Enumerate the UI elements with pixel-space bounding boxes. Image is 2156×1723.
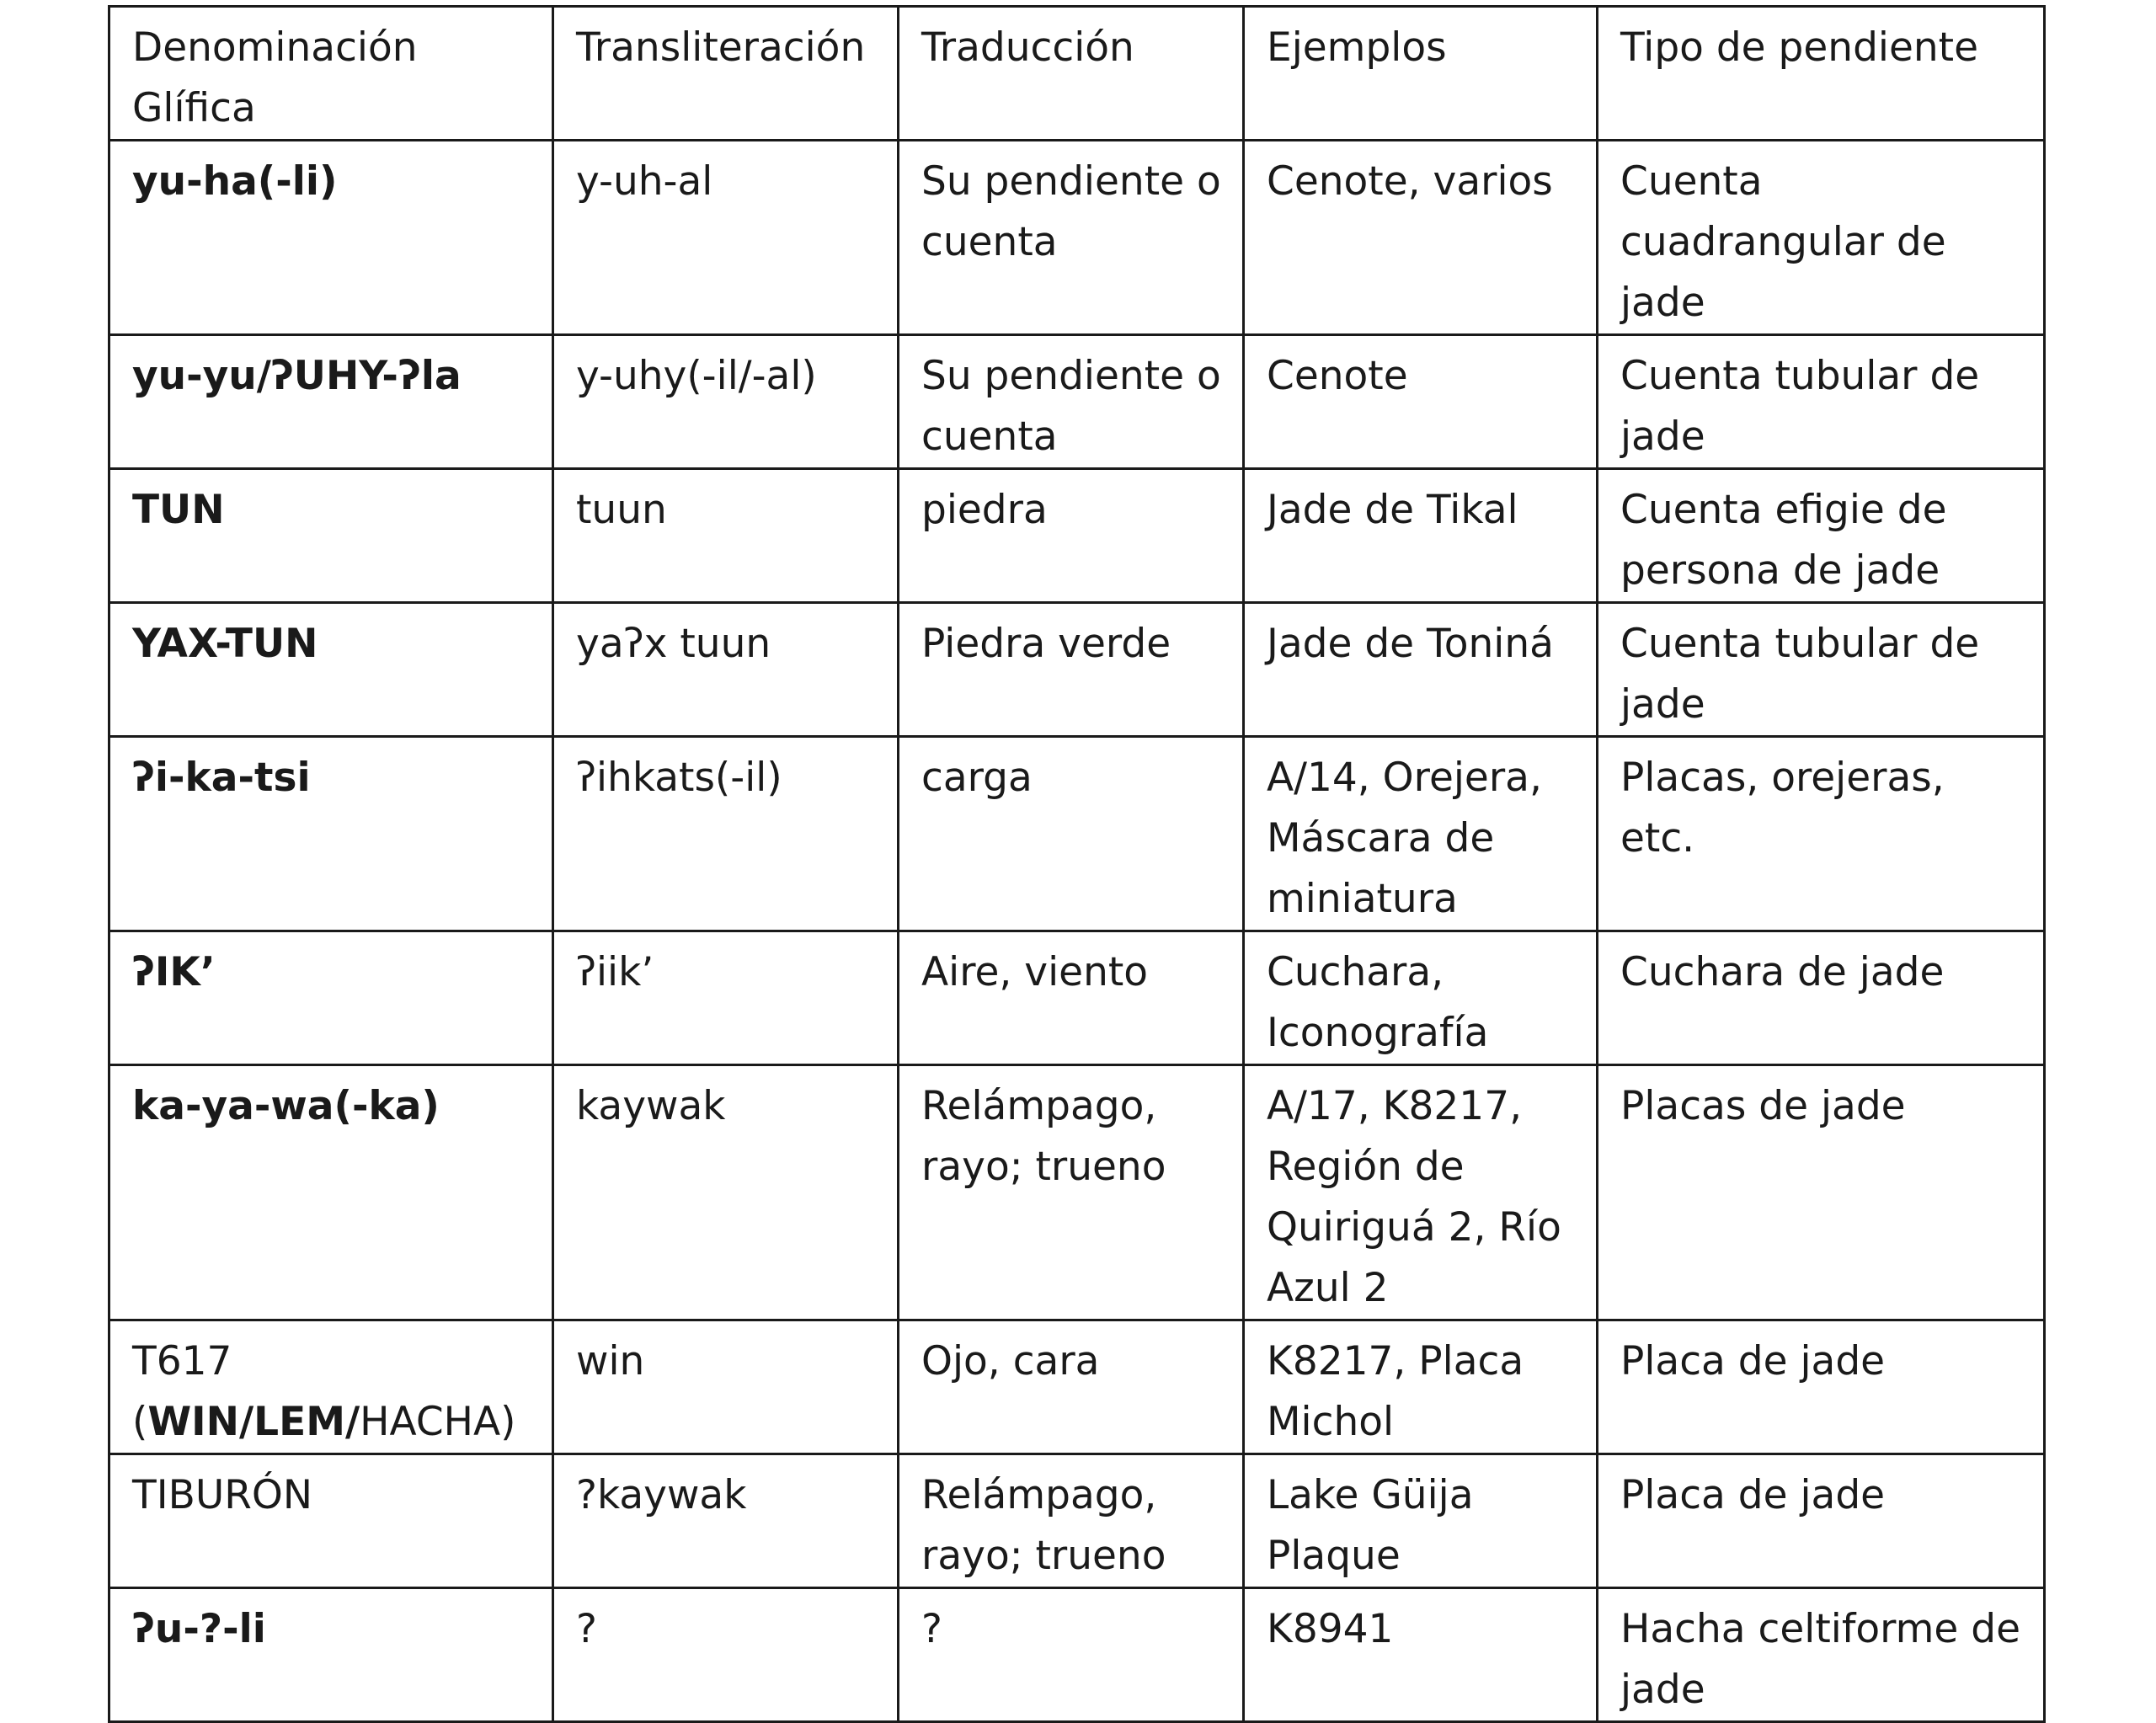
examples-cell: Cuchara, Iconografía xyxy=(1244,931,1598,1065)
header-cell-transliteration: Transliteración xyxy=(553,7,899,141)
examples-cell: Cenote xyxy=(1244,335,1598,469)
glyph-cell: ka-ya-wa(-ka) xyxy=(109,1065,553,1320)
translation-cell: Ojo, cara xyxy=(899,1320,1244,1454)
transliteration-cell: yaʔx tuun xyxy=(553,603,899,737)
pendant-type-cell: Cuenta cuadrangular de jade xyxy=(1598,141,2045,335)
translation-cell: Aire, viento xyxy=(899,931,1244,1065)
pendant-type-cell: Placas de jade xyxy=(1598,1065,2045,1320)
glyph-cell: TIBURÓN xyxy=(109,1454,553,1588)
glyph-bold-part: WIN/LEM/ xyxy=(147,1399,360,1445)
transliteration-cell: ? xyxy=(553,1588,899,1722)
examples-cell: K8217, Placa Michol xyxy=(1244,1320,1598,1454)
translation-cell: Relámpago, rayo; trueno xyxy=(899,1065,1244,1320)
table-row xyxy=(109,141,2045,335)
glyph-cell: ʔu-?-li xyxy=(109,1588,553,1722)
table-row xyxy=(109,1588,2045,1722)
translation-cell: carga xyxy=(899,737,1244,931)
examples-cell: Jade de Toniná xyxy=(1244,603,1598,737)
translation-cell: Relámpago, rayo; trueno xyxy=(899,1454,1244,1588)
glyph-cell xyxy=(109,1320,553,1454)
table-row xyxy=(109,1454,2045,1588)
glyph-cell: ʔIK’ xyxy=(109,931,553,1065)
glyph-prefix: T617 xyxy=(132,1338,232,1384)
translation-cell: Su pendiente o cuenta xyxy=(899,335,1244,469)
glyph-open-paren: ( xyxy=(132,1399,148,1445)
glyph-suffix: HACHA) xyxy=(360,1399,516,1445)
table-row xyxy=(109,469,2045,603)
examples-cell: Cenote, varios xyxy=(1244,141,1598,335)
header-cell-glyph: Denominación Glífica xyxy=(109,7,553,141)
pendant-type-cell: Cuenta efigie de persona de jade xyxy=(1598,469,2045,603)
glyph-cell: ʔi-ka-tsi xyxy=(109,737,553,931)
transliteration-cell: kaywak xyxy=(553,1065,899,1320)
pendant-type-cell: Placas, orejeras, etc. xyxy=(1598,737,2045,931)
transliteration-cell: ?kaywak xyxy=(553,1454,899,1588)
table-row xyxy=(109,335,2045,469)
transliteration-cell: tuun xyxy=(553,469,899,603)
examples-cell: Lake Güija Plaque xyxy=(1244,1454,1598,1588)
translation-cell: piedra xyxy=(899,469,1244,603)
glyph-cell: TUN xyxy=(109,469,553,603)
table-header-row xyxy=(109,7,2045,141)
glyph-cell: yu-yu/ʔUHY-ʔla xyxy=(109,335,553,469)
translation-cell: ? xyxy=(899,1588,1244,1722)
pendant-type-cell: Cuenta tubular de jade xyxy=(1598,335,2045,469)
examples-cell: K8941 xyxy=(1244,1588,1598,1722)
header-cell-pendant-type: Tipo de pendiente xyxy=(1598,7,2045,141)
header-cell-translation: Traducción xyxy=(899,7,1244,141)
table-row xyxy=(109,737,2045,931)
pendant-type-cell: Hacha celtiforme de jade xyxy=(1598,1588,2045,1722)
transliteration-cell: y-uh-al xyxy=(553,141,899,335)
transliteration-cell: y-uhy(-il/-al) xyxy=(553,335,899,469)
glyph-cell: yu-ha(-li) xyxy=(109,141,553,335)
examples-cell: Jade de Tikal xyxy=(1244,469,1598,603)
examples-cell: A/14, Orejera, Máscara de miniatura xyxy=(1244,737,1598,931)
glyph-pendant-table xyxy=(108,5,2046,1723)
glyph-cell: YAX-TUN xyxy=(109,603,553,737)
pendant-type-cell: Placa de jade xyxy=(1598,1320,2045,1454)
table-row xyxy=(109,931,2045,1065)
table-row xyxy=(109,603,2045,737)
translation-cell: Piedra verde xyxy=(899,603,1244,737)
pendant-type-cell: Cuenta tubular de jade xyxy=(1598,603,2045,737)
table-row xyxy=(109,1320,2045,1454)
translation-cell: Su pendiente o cuenta xyxy=(899,141,1244,335)
transliteration-cell: ʔihkats(-il) xyxy=(553,737,899,931)
examples-cell: A/17, K8217, Región de Quiriguá 2, Río Azul 2 xyxy=(1244,1065,1598,1320)
transliteration-cell: win xyxy=(553,1320,899,1454)
header-cell-examples: Ejemplos xyxy=(1244,7,1598,141)
pendant-type-cell: Cuchara de jade xyxy=(1598,931,2045,1065)
pendant-type-cell: Placa de jade xyxy=(1598,1454,2045,1588)
table-row xyxy=(109,1065,2045,1320)
transliteration-cell: ʔiik’ xyxy=(553,931,899,1065)
